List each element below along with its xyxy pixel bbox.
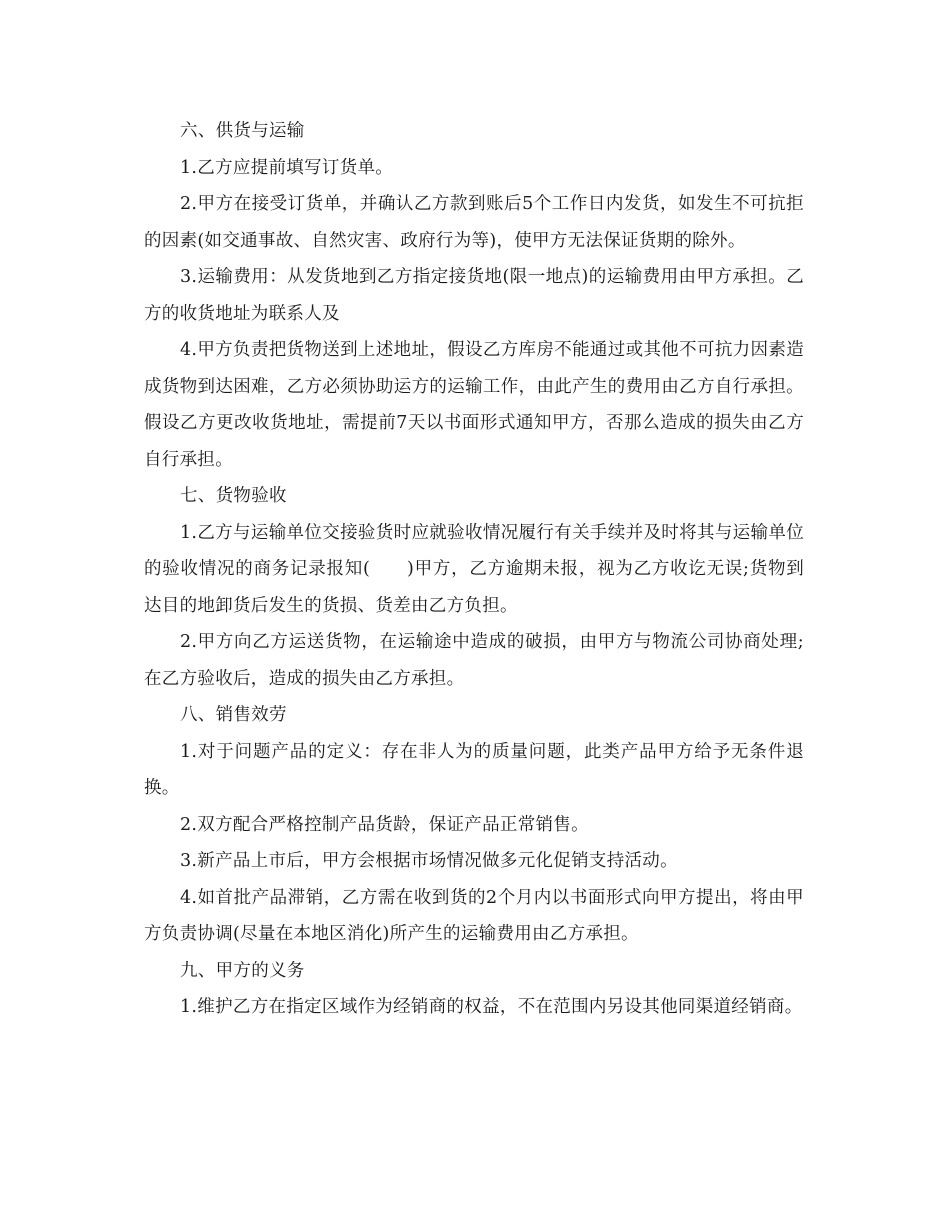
section-heading-party-a-obligations: 九、甲方的义务 (180, 960, 305, 981)
paragraph: 3.新产品上市后，甲方会根据市场情况做多元化促销支持活动。 (180, 851, 678, 871)
paragraph: 1.乙方与运输单位交接验货时应就验收情况履行有关手续并及时将其与运输单位的验收情况的商务记录报知( )甲方，乙方逾期未报，视为乙方收讫无误;货物到达目的地卸货后发生的货损、货差由乙方负担。 (144, 522, 804, 616)
paragraph: 1.对于问题产品的定义：存在非人为的质量问题，此类产品甲方给予无条件退换。 (144, 741, 804, 798)
section-heading-supply-transport: 六、供货与运输 (180, 121, 305, 141)
paragraph: 4.甲方负责把货物送到上述地址，假设乙方库房不能通过或其他不可抗力因素造成货物到达困难，乙方必须协助运方的运输工作，由此产生的费用由乙方自行承担。假设乙方更改收货地址，需提前7天以书面形式通知甲方，否那么造成的损失由乙方自行承担。 (144, 340, 804, 470)
section-heading-sales-service: 八、销售效劳 (180, 705, 287, 725)
document-body (144, 113, 804, 1026)
paragraph: 2.双方配合严格控制产品货龄，保证产品正常销售。 (180, 814, 589, 835)
paragraph: 2.甲方在接受订货单，并确认乙方款到账后5个工作日内发货，如发生不可抗拒的因素(如交通事故、自然灾害、政府行为等)，使甲方无法保证货期的除外。 (144, 194, 804, 251)
paragraph: 2.甲方向乙方运送货物，在运输途中造成的破损，由甲方与物流公司协商处理;在乙方验收后，造成的损失由乙方承担。 (144, 632, 804, 689)
section-heading-goods-inspection: 七、货物验收 (180, 486, 287, 506)
paragraph: 3.运输费用：从发货地到乙方指定接货地(限一地点)的运输费用由甲方承担。乙方的收货地址为联系人及 (144, 267, 804, 324)
paragraph: 1.乙方应提前填写订货单。 (180, 157, 394, 178)
paragraph: 4.如首批产品滞销，乙方需在收到货的2个月内以书面形式向甲方提出，将由甲方负责协调(尽量在本地区消化)所产生的运输费用由乙方承担。 (144, 887, 804, 944)
paragraph: 1.维护乙方在指定区域作为经销商的权益，不在范围内另设其他同渠道经销商。 (180, 997, 803, 1017)
